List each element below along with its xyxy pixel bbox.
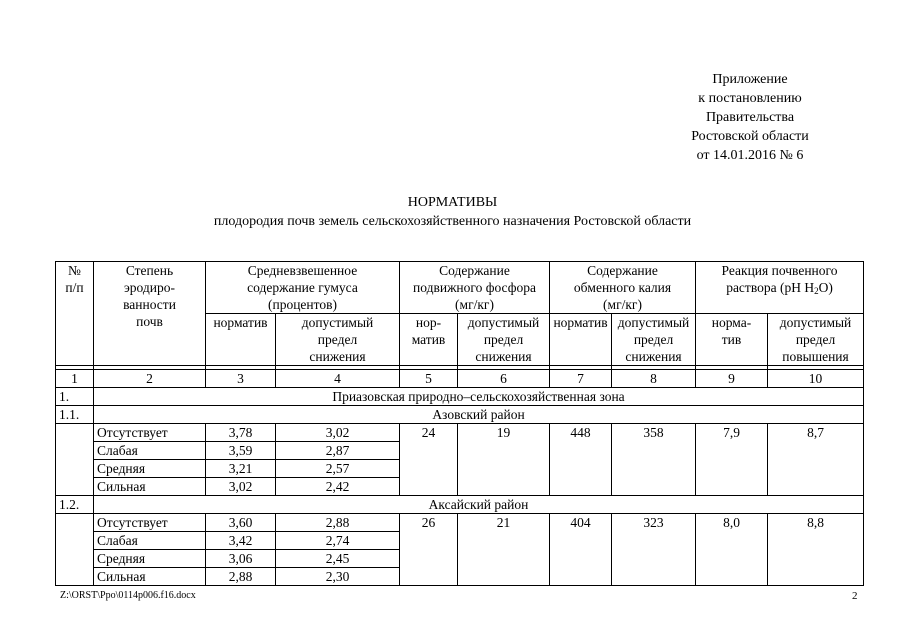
column-numbers-row	[56, 370, 864, 388]
document-title	[0, 193, 905, 231]
degree-cell: Сильная	[94, 478, 206, 496]
phos-min-cell: 21	[458, 514, 550, 586]
header-num: № п/п	[56, 262, 94, 366]
column-number: 2	[94, 370, 206, 388]
humus-min-cell: 2,87	[276, 442, 400, 460]
degree-cell: Средняя	[94, 460, 206, 478]
humus-norm-cell: 3,42	[206, 532, 276, 550]
district-name: Азовский район	[94, 406, 864, 424]
humus-norm-cell: 3,59	[206, 442, 276, 460]
zone-name: Приазовская природно–сельскохозяйственная зона	[94, 388, 864, 406]
empty-num-cell	[56, 514, 94, 586]
district-num: 1.2.	[56, 496, 94, 514]
pot-min-cell: 323	[612, 514, 696, 586]
approval-line: от 14.01.2016 № 6	[696, 148, 804, 163]
column-number: 9	[696, 370, 768, 388]
phos-norm-cell: 26	[400, 514, 458, 586]
ph-norm-cell: 7,9	[696, 424, 768, 496]
humus-norm-cell: 3,06	[206, 550, 276, 568]
approval-line: к постановлению	[698, 91, 802, 106]
approval-line: Ростовской области	[691, 129, 809, 144]
humus-norm-cell: 3,78	[206, 424, 276, 442]
react-allowed-header: допустимый предел повышения	[768, 314, 864, 366]
approval-line: Правительства	[705, 110, 795, 125]
phos-min-cell: 19	[458, 424, 550, 496]
district-row	[56, 496, 864, 514]
humus-allowed-header: допустимый предел снижения	[276, 314, 400, 366]
pot-norm-cell: 404	[550, 514, 612, 586]
phos-norm-header: нор- матив	[400, 314, 458, 366]
header-potassium: Содержание обменного калия (мг/кг)	[550, 262, 696, 314]
column-number: 7	[550, 370, 612, 388]
zone-row	[56, 388, 864, 406]
ph-max-cell: 8,7	[768, 424, 864, 496]
degree-cell: Слабая	[94, 442, 206, 460]
humus-min-cell: 2,88	[276, 514, 400, 532]
page-number: 2	[852, 590, 858, 602]
degree-cell: Сильная	[94, 568, 206, 586]
table-row	[56, 424, 864, 442]
pot-norm-header: норматив	[550, 314, 612, 366]
humus-norm-cell: 2,88	[206, 568, 276, 586]
header-row	[56, 262, 864, 314]
pot-allowed-header: допустимый предел снижения	[612, 314, 696, 366]
humus-norm-header: норматив	[206, 314, 276, 366]
norms-table	[55, 261, 864, 586]
humus-min-cell: 2,45	[276, 550, 400, 568]
humus-min-cell: 2,30	[276, 568, 400, 586]
humus-norm-cell: 3,21	[206, 460, 276, 478]
column-number: 1	[56, 370, 94, 388]
approval-block	[650, 70, 850, 165]
footer-file-path: Z:\ORST\Ppo\0114p006.f16.docx	[60, 590, 196, 601]
header-humus: Средневзвешенное содержание гумуса (процентов)	[206, 262, 400, 314]
header-phosphorus: Содержание подвижного фосфора (мг/кг)	[400, 262, 550, 314]
degree-cell: Слабая	[94, 532, 206, 550]
humus-min-cell: 2,74	[276, 532, 400, 550]
table-row	[56, 514, 864, 532]
degree-cell: Отсутствует	[94, 424, 206, 442]
humus-min-cell: 3,02	[276, 424, 400, 442]
zone-num: 1.	[56, 388, 94, 406]
column-number: 8	[612, 370, 696, 388]
phos-allowed-header: допустимый предел снижения	[458, 314, 550, 366]
column-number: 6	[458, 370, 550, 388]
approval-line: Приложение	[712, 72, 788, 87]
column-number: 3	[206, 370, 276, 388]
react-norm-header: норма- тив	[696, 314, 768, 366]
column-number: 4	[276, 370, 400, 388]
degree-cell: Средняя	[94, 550, 206, 568]
pot-min-cell: 358	[612, 424, 696, 496]
header-reaction: Реакция почвенного раствора (pH $H_2O$)	[696, 262, 864, 314]
district-num: 1.1.	[56, 406, 94, 424]
humus-min-cell: 2,57	[276, 460, 400, 478]
district-row	[56, 406, 864, 424]
header-degree: Степень эродиро- ванности почв	[94, 262, 206, 366]
ph-max-cell: 8,8	[768, 514, 864, 586]
humus-norm-cell: 3,60	[206, 514, 276, 532]
title-main: НОРМАТИВЫ	[407, 195, 498, 210]
column-number: 5	[400, 370, 458, 388]
empty-num-cell	[56, 424, 94, 496]
humus-norm-cell: 3,02	[206, 478, 276, 496]
humus-min-cell: 2,42	[276, 478, 400, 496]
phos-norm-cell: 24	[400, 424, 458, 496]
pot-norm-cell: 448	[550, 424, 612, 496]
district-name: Аксайский район	[94, 496, 864, 514]
column-number: 10	[768, 370, 864, 388]
degree-cell: Отсутствует	[94, 514, 206, 532]
title-sub: плодородия почв земель сельскохозяйственного назначения Ростовской области	[213, 214, 692, 229]
ph-norm-cell: 8,0	[696, 514, 768, 586]
